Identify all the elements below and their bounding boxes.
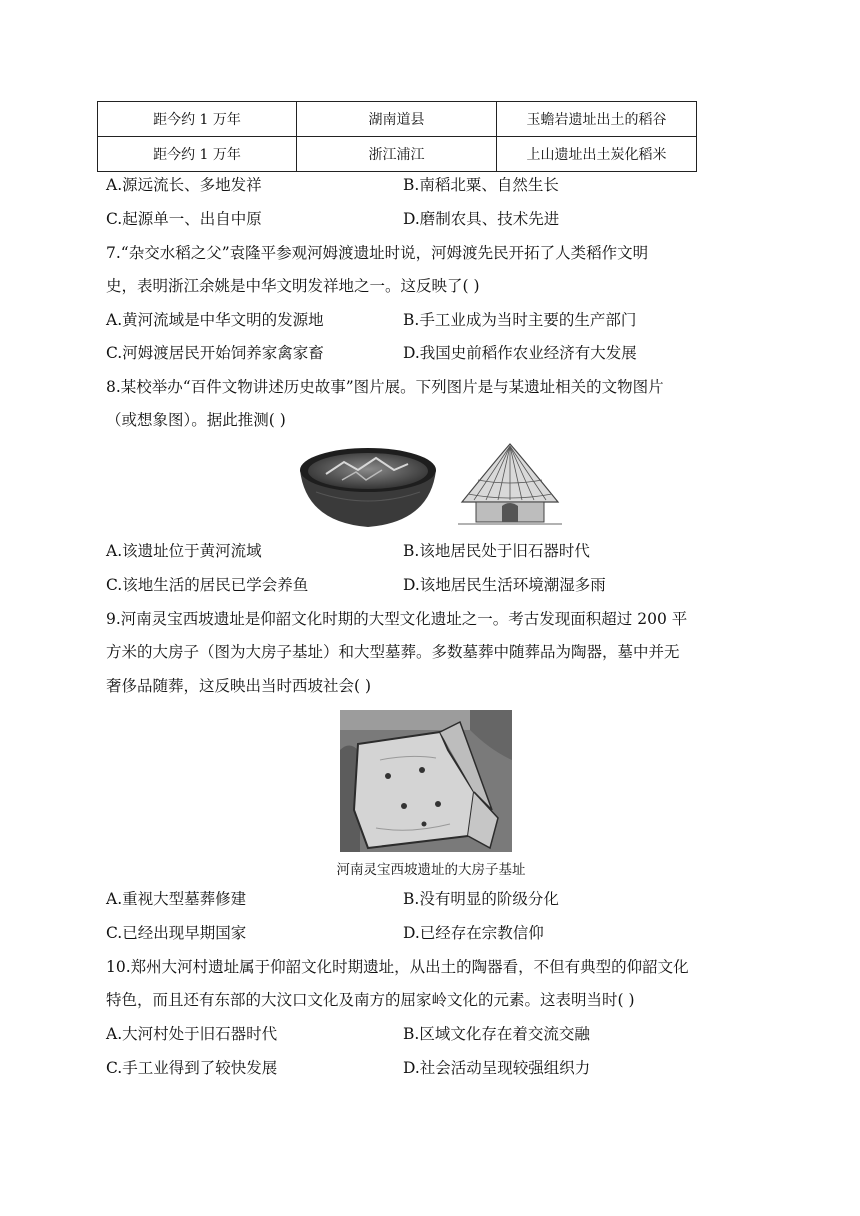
table-cell-place: 湖南道县 — [297, 102, 497, 137]
q7-stem-line-1: 7.“杂交水稻之父”袁隆平参观河姆渡遗址时说，河姆渡先民开拓了人类稻作文明 — [106, 244, 649, 262]
table-cell-time: 距今约 1 万年 — [98, 137, 297, 172]
table-row — [98, 137, 697, 172]
q6-option-c[interactable]: C.起源单一、出自中原 — [106, 210, 262, 228]
q9-stem-line-3: 奢侈品随葬，这反映出当时西坡社会( ) — [106, 677, 372, 695]
q10-option-b[interactable]: B.区域文化存在着交流交融 — [403, 1025, 590, 1043]
q8-option-c[interactable]: C.该地生活的居民已学会养鱼 — [106, 576, 309, 594]
table-cell-place: 浙江浦江 — [297, 137, 497, 172]
q9-stem-line-2: 方米的大房子（图为大房子基址）和大型墓葬。多数墓葬中随葬品为陶器，墓中并无 — [106, 643, 680, 661]
q6-option-a[interactable]: A.源远流长、多地发祥 — [106, 176, 262, 194]
figure-caption: 河南灵宝西坡遗址的大房子基址 — [336, 862, 526, 878]
q7-option-b[interactable]: B.手工业成为当时主要的生产部门 — [403, 311, 637, 329]
q7-option-c[interactable]: C.河姆渡居民开始饲养家禽家畜 — [106, 344, 324, 362]
q9-option-c[interactable]: C.已经出现早期国家 — [106, 924, 247, 942]
q7-stem-line-2: 史，表明浙江余姚是中华文明发祥地之一。这反映了( ) — [106, 277, 480, 295]
q10-option-a[interactable]: A.大河村处于旧石器时代 — [106, 1025, 278, 1043]
q8-option-b[interactable]: B.该地居民处于旧石器时代 — [403, 542, 590, 560]
q6-option-d[interactable]: D.磨制农具、技术先进 — [403, 210, 560, 228]
q10-stem-line-1: 10.郑州大河村遗址属于仰韶文化时期遗址，从出土的陶器看，不但有典型的仰韶文化 — [106, 958, 689, 976]
q9-option-b[interactable]: B.没有明显的阶级分化 — [403, 890, 559, 908]
rice-origin-table — [97, 101, 697, 172]
table-cell-find: 上山遗址出土炭化稻米 — [497, 137, 697, 172]
q8-option-d[interactable]: D.该地居民生活环境潮湿多雨 — [403, 576, 606, 594]
table-cell-time: 距今约 1 万年 — [98, 102, 297, 137]
q9-stem-line-1: 9.河南灵宝西坡遗址是仰韶文化时期的大型文化遗址之一。考古发现面积超过 200 平 — [106, 610, 688, 628]
q6-option-b[interactable]: B.南稻北粟、自然生长 — [403, 176, 559, 194]
q9-option-d[interactable]: D.已经存在宗教信仰 — [403, 924, 544, 942]
q8-option-a[interactable]: A.该遗址位于黄河流域 — [106, 542, 262, 560]
q7-option-a[interactable]: A.黄河流域是中华文明的发源地 — [106, 311, 324, 329]
thatched-hut-image — [454, 440, 566, 530]
q10-option-d[interactable]: D.社会活动呈现较强组织力 — [403, 1059, 591, 1077]
q10-stem-line-2: 特色，而且还有东部的大汶口文化及南方的屈家岭文化的元素。这表明当时( ) — [106, 991, 635, 1009]
q8-stem-line-1: 8.某校举办“百件文物讲述历史故事”图片展。下列图片是与某遗址相关的文物图片 — [106, 378, 664, 396]
house-foundation-image — [340, 710, 512, 852]
table-cell-find: 玉蟾岩遗址出土的稻谷 — [497, 102, 697, 137]
q9-option-a[interactable]: A.重视大型墓葬修建 — [106, 890, 247, 908]
q8-stem-line-2: （或想象图）。据此推测( ) — [106, 411, 286, 429]
q10-option-c[interactable]: C.手工业得到了较快发展 — [106, 1059, 278, 1077]
table-row — [98, 102, 697, 137]
q7-option-d[interactable]: D.我国史前稻作农业经济有大发展 — [403, 344, 637, 362]
pottery-bowl-image — [296, 440, 440, 530]
